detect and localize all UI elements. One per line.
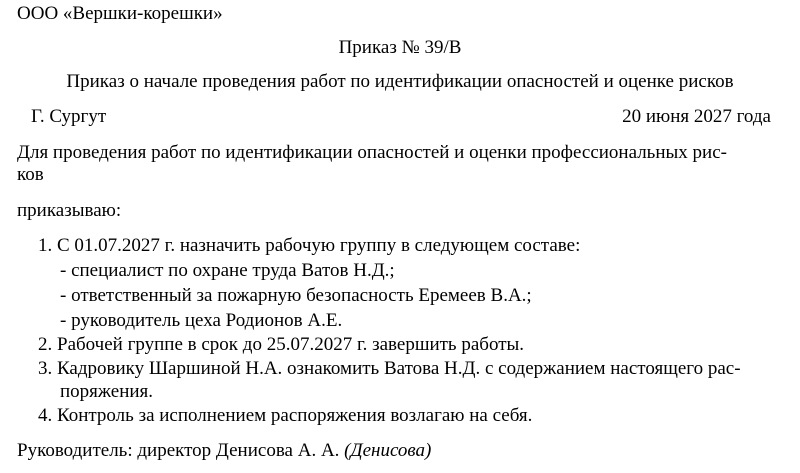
list-item-number: 1. xyxy=(38,235,53,256)
list-item-number: 4. xyxy=(38,405,53,426)
decree-word: приказываю: xyxy=(17,200,122,221)
order-date: 20 июня 2027 года xyxy=(622,106,771,127)
list-item-text: Рабочей группе в срок до 25.07.2027 г. завершить работы. xyxy=(57,334,525,355)
list-item-text: Контроль за исполнением распоряжения возлагаю на себя. xyxy=(57,405,533,426)
list-item-number: 2. xyxy=(38,334,53,355)
city: Г. Сургут xyxy=(31,106,107,127)
intro-paragraph-line-1: Для проведения работ по идентификации опасностей и оценки профессиональных рис- xyxy=(17,142,727,163)
list-subitem: - ответственный за пожарную безопасность Еремеев В.А.; xyxy=(60,285,532,306)
list-item-4 xyxy=(38,405,532,427)
signature-line xyxy=(17,440,431,462)
list-item-number: 3. xyxy=(38,358,53,379)
list-item-1 xyxy=(38,235,580,257)
list-item-text: С 01.07.2027 г. назначить рабочую группу в следующем составе: xyxy=(57,235,581,256)
signature-name: (Денисова) xyxy=(344,440,432,461)
signature-label: Руководитель: директор Денисова А. А. xyxy=(17,440,340,461)
list-item-3 xyxy=(38,358,741,380)
order-subject: Приказ о начале проведения работ по идентификации опасностей и оценке рисков xyxy=(66,71,734,92)
list-item-2 xyxy=(38,334,524,356)
list-item-text: Кадровику Шаршиной Н.А. ознакомить Ватова Н.Д. с содержанием настоящего рас- xyxy=(57,358,741,379)
order-title: Приказ № 39/В xyxy=(338,37,462,58)
company-name: ООО «Вершки-корешки» xyxy=(17,3,223,24)
list-subitem: - специалист по охране труда Ватов Н.Д.; xyxy=(60,260,395,281)
list-item-3-continuation: поряжения. xyxy=(60,381,154,402)
list-subitem: - руководитель цеха Родионов А.Е. xyxy=(60,310,343,331)
intro-paragraph-line-2: ков xyxy=(17,164,44,185)
